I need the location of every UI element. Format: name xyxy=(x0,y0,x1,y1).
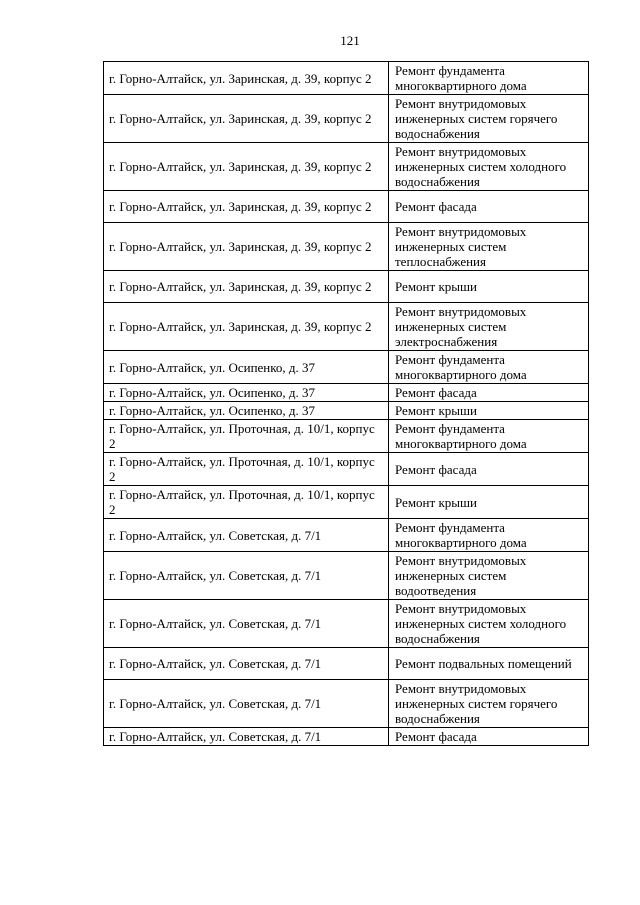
address-cell: г. Горно-Алтайск, ул. Осипенко, д. 37 xyxy=(104,384,389,402)
table-row xyxy=(104,519,589,552)
table-row xyxy=(104,486,589,519)
address-cell: г. Горно-Алтайск, ул. Проточная, д. 10/1, корпус 2 xyxy=(104,453,389,486)
table-row xyxy=(104,223,589,271)
work-type-cell: Ремонт внутридомовых инженерных систем холодного водоснабжения xyxy=(389,600,589,648)
table-row xyxy=(104,62,589,95)
table-row xyxy=(104,271,589,303)
table-row xyxy=(104,648,589,680)
table-row xyxy=(104,453,589,486)
work-type-cell: Ремонт внутридомовых инженерных систем горячего водоснабжения xyxy=(389,680,589,728)
table-row xyxy=(104,191,589,223)
table-row xyxy=(104,402,589,420)
work-type-cell: Ремонт крыши xyxy=(389,402,589,420)
address-cell: г. Горно-Алтайск, ул. Советская, д. 7/1 xyxy=(104,552,389,600)
page-number: 121 xyxy=(340,33,360,48)
work-type-cell: Ремонт внутридомовых инженерных систем электроснабжения xyxy=(389,303,589,351)
work-type-cell: Ремонт внутридомовых инженерных систем горячего водоснабжения xyxy=(389,95,589,143)
table-row xyxy=(104,95,589,143)
table-row xyxy=(104,552,589,600)
address-cell: г. Горно-Алтайск, ул. Осипенко, д. 37 xyxy=(104,351,389,384)
address-cell: г. Горно-Алтайск, ул. Советская, д. 7/1 xyxy=(104,648,389,680)
address-cell: г. Горно-Алтайск, ул. Заринская, д. 39, корпус 2 xyxy=(104,143,389,191)
work-type-cell: Ремонт фундамента многоквартирного дома xyxy=(389,62,589,95)
work-type-cell: Ремонт подвальных помещений xyxy=(389,648,589,680)
table-row xyxy=(104,384,589,402)
repair-works-table xyxy=(103,61,589,746)
address-cell: г. Горно-Алтайск, ул. Советская, д. 7/1 xyxy=(104,600,389,648)
work-type-cell: Ремонт крыши xyxy=(389,271,589,303)
address-cell: г. Горно-Алтайск, ул. Советская, д. 7/1 xyxy=(104,519,389,552)
work-type-cell: Ремонт внутридомовых инженерных систем теплоснабжения xyxy=(389,223,589,271)
address-cell: г. Горно-Алтайск, ул. Советская, д. 7/1 xyxy=(104,680,389,728)
table-row xyxy=(104,680,589,728)
work-type-cell: Ремонт фасада xyxy=(389,453,589,486)
address-cell: г. Горно-Алтайск, ул. Заринская, д. 39, корпус 2 xyxy=(104,271,389,303)
address-cell: г. Горно-Алтайск, ул. Советская, д. 7/1 xyxy=(104,728,389,746)
work-type-cell: Ремонт внутридомовых инженерных систем водоотведения xyxy=(389,552,589,600)
address-cell: г. Горно-Алтайск, ул. Заринская, д. 39, корпус 2 xyxy=(104,62,389,95)
table-row xyxy=(104,351,589,384)
table-row xyxy=(104,143,589,191)
address-cell: г. Горно-Алтайск, ул. Заринская, д. 39, корпус 2 xyxy=(104,303,389,351)
address-cell: г. Горно-Алтайск, ул. Осипенко, д. 37 xyxy=(104,402,389,420)
work-type-cell: Ремонт крыши xyxy=(389,486,589,519)
work-type-cell: Ремонт фасада xyxy=(389,384,589,402)
table-row xyxy=(104,600,589,648)
table-body xyxy=(104,62,589,746)
table-row xyxy=(104,420,589,453)
work-type-cell: Ремонт фасада xyxy=(389,728,589,746)
address-cell: г. Горно-Алтайск, ул. Заринская, д. 39, корпус 2 xyxy=(104,95,389,143)
address-cell: г. Горно-Алтайск, ул. Заринская, д. 39, корпус 2 xyxy=(104,223,389,271)
table-row xyxy=(104,728,589,746)
address-cell: г. Горно-Алтайск, ул. Проточная, д. 10/1, корпус 2 xyxy=(104,486,389,519)
work-type-cell: Ремонт внутридомовых инженерных систем холодного водоснабжения xyxy=(389,143,589,191)
address-cell: г. Горно-Алтайск, ул. Проточная, д. 10/1, корпус 2 xyxy=(104,420,389,453)
table-row xyxy=(104,303,589,351)
work-type-cell: Ремонт фасада xyxy=(389,191,589,223)
work-type-cell: Ремонт фундамента многоквартирного дома xyxy=(389,420,589,453)
address-cell: г. Горно-Алтайск, ул. Заринская, д. 39, корпус 2 xyxy=(104,191,389,223)
work-type-cell: Ремонт фундамента многоквартирного дома xyxy=(389,519,589,552)
work-type-cell: Ремонт фундамента многоквартирного дома xyxy=(389,351,589,384)
